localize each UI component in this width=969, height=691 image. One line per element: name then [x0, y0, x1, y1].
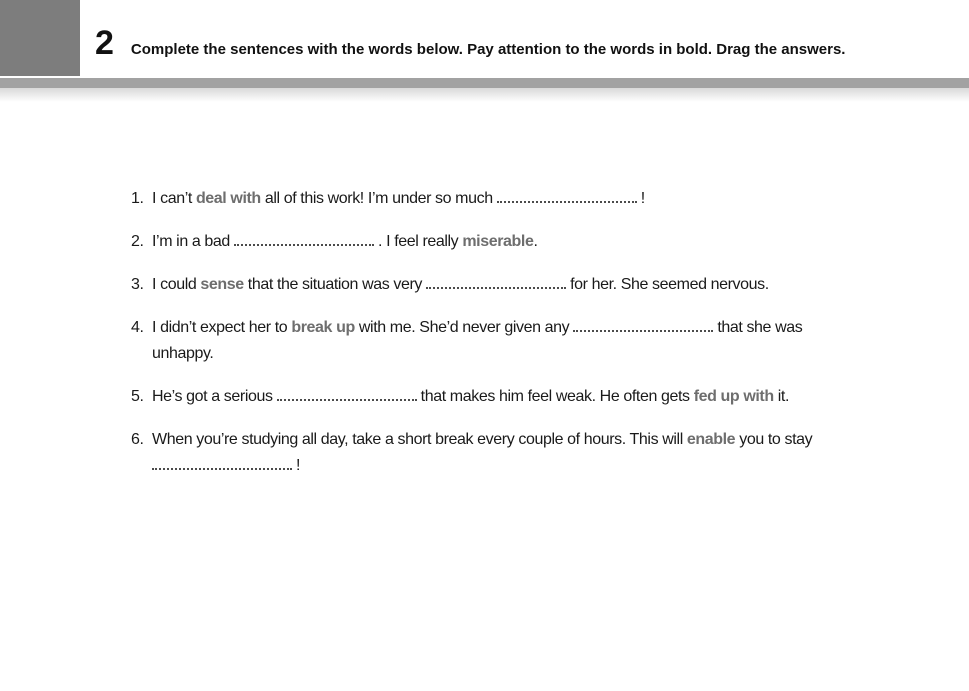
sentences-list [131, 186, 951, 496]
sentence-number: 3. [131, 276, 144, 293]
text-segment: unhappy. [152, 345, 214, 362]
bold-word: enable [686, 431, 736, 448]
text-segment: ! [292, 457, 301, 474]
sentence-line [152, 186, 951, 212]
text-segment: When you’re studying all day, take a short break every couple of hours. This will [152, 431, 687, 448]
exercise-header [0, 0, 969, 77]
text-segment: for her. She seemed nervous. [566, 276, 769, 293]
text-segment: . [533, 233, 538, 250]
text-segment: . I feel really [373, 233, 463, 250]
bold-word: deal with [195, 190, 261, 207]
text-segment: with me. She’d never given any [354, 319, 574, 336]
text-segment: it. [773, 388, 790, 405]
header-accent-square [0, 0, 80, 76]
text-segment: you to stay [735, 431, 813, 448]
answer-blank[interactable] [152, 455, 292, 470]
sentence-text [152, 272, 951, 298]
sentence-item [131, 272, 951, 298]
bold-word: break up [291, 319, 355, 336]
sentence-number: 5. [131, 388, 144, 405]
instruction-text: Complete the sentences with the words below. Pay attention to the words in bold. Drag the answers. [130, 41, 846, 58]
text-segment: that makes him feel weak. He often gets [416, 388, 694, 405]
sentence-line [152, 315, 951, 341]
sentence-item [131, 384, 951, 410]
sentence-line [152, 427, 951, 453]
sentence-text [152, 427, 951, 479]
bold-word: miserable [462, 233, 534, 250]
sentence-number: 4. [131, 319, 144, 336]
header-title-row [95, 0, 845, 60]
sentence-text [152, 315, 951, 367]
answer-blank[interactable] [234, 231, 374, 246]
header-divider [0, 78, 969, 88]
answer-blank[interactable] [426, 274, 566, 289]
sentence-line [152, 341, 951, 367]
sentence-text [152, 186, 951, 212]
text-segment: I can’t [152, 190, 196, 207]
answer-blank[interactable] [573, 317, 713, 332]
sentence-line [152, 453, 951, 479]
header-divider-shadow [0, 88, 969, 102]
sentence-line [152, 229, 951, 255]
sentence-number: 2. [131, 233, 144, 250]
sentence-number: 6. [131, 431, 144, 448]
text-segment: ! [636, 190, 645, 207]
sentence-item [131, 315, 951, 367]
sentence-number: 1. [131, 190, 144, 207]
text-segment: I’m in a bad [152, 233, 234, 250]
text-segment: all of this work! I’m under so much [260, 190, 497, 207]
sentence-item [131, 186, 951, 212]
text-segment: that the situation was very [243, 276, 427, 293]
sentence-item [131, 427, 951, 479]
sentence-item [131, 229, 951, 255]
sentence-line [152, 272, 951, 298]
sentence-text [152, 229, 951, 255]
bold-word: fed up with [693, 388, 774, 405]
answer-blank[interactable] [277, 386, 417, 401]
text-segment: I could [152, 276, 201, 293]
bold-word: sense [200, 276, 244, 293]
answer-blank[interactable] [497, 188, 637, 203]
exercise-number: 2 [95, 24, 114, 62]
text-segment: that she was [713, 319, 803, 336]
sentence-text [152, 384, 951, 410]
text-segment: He’s got a serious [152, 388, 277, 405]
text-segment: I didn’t expect her to [152, 319, 292, 336]
sentence-line [152, 384, 951, 410]
